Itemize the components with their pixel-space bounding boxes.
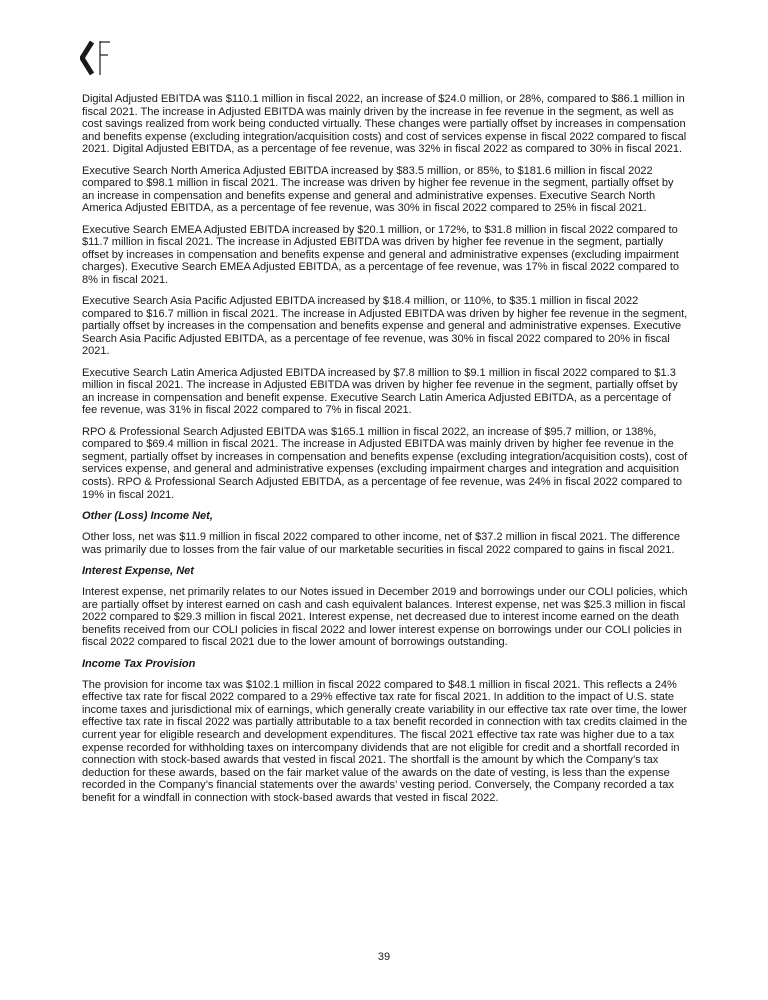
- paragraph-north-america: Executive Search North America Adjusted EBITDA increased by $83.5 million, or 85%, to $181.6 million in fiscal 2022 compared to $98.1 million in fiscal 2021. The increase was driven by higher fee revenue in the segment, partially offset by an increase in compensation and benefits expense and general and administrative expenses. Executive Search North America Adjusted EBITDA, as a percentage of fee revenue, was 30% in fiscal 2022 compared to 25% in fiscal 2021.: [82, 164, 674, 215]
- paragraph-rpo: RPO & Professional Search Adjusted EBITDA was $165.1 million in fiscal 2022, an increase of $95.7 million, or 138%, compared to $69.4 million in fiscal 2021. The increase in Adjusted EBITDA was mainly driven by higher fee revenue in the segment, partially offset by increases in compensation and benefits expense (excluding integration/acquisition costs), cost of services expense, and general and administrative expenses (excluding impairment charges and integration and acquisition costs). RPO & Professional Search Adjusted EBITDA, as a percentage of fee revenue, was 24% in fiscal 2022 compared to 19% in fiscal 2021.: [82, 425, 688, 501]
- paragraph-income-tax: The provision for income tax was $102.1 million in fiscal 2022 compared to $48.1 million in fiscal 2021. This reflects a 24% effective tax rate for fiscal 2022 compared to a 29% effective tax rate for fiscal 2021. In addition to the impact of U.S. state income taxes and jurisdictional mix of earnings, which generally create variability in our effective tax rate over time, the lower effective tax rate in fiscal 2022 was partially attributable to a tax benefit recorded in connection with tax credits claimed in the current year for eligible research and development expenditures. The fiscal 2021 effective tax rate was higher due to a tax expense recorded for withholding taxes on intercompany dividends that are not eligible for credit and a shortfall recorded in connection with stock-based awards that vested in fiscal 2021. The shortfall is the amount by which the Company’s tax deduction for these awards, based on the fair market value of the awards on the date of vesting, is less than the expense recorded in the Company’s financial statements over the awards’ vesting period. Conversely, the Company recorded a tax benefit for a windfall in connection with stock-based awards that vested in fiscal 2022.: [82, 678, 688, 805]
- kf-logo-icon: [80, 38, 120, 78]
- page-number: 39: [377, 951, 391, 963]
- paragraph-other-income: Other loss, net was $11.9 million in fiscal 2022 compared to other income, net of $37.2 million in fiscal 2021. The difference was primarily due to losses from the fair value of our marketable securities in fiscal 2022 compared to gains in fiscal 2021.: [82, 530, 681, 556]
- paragraph-latin-america: Executive Search Latin America Adjusted EBITDA increased by $7.8 million to $9.1 million in fiscal 2022 compared to $1.3 million in fiscal 2021. The increase in Adjusted EBITDA was driven by higher fee revenue in the segment, partially offset by an increase in compensation and benefit expense. Executive Search Latin America Adjusted EBITDA, as a percentage of fee revenue, was 31% in fiscal 2022 compared to 7% in fiscal 2021.: [82, 366, 678, 417]
- heading-interest-expense: Interest Expense, Net: [82, 564, 194, 577]
- paragraph-interest-expense: Interest expense, net primarily relates to our Notes issued in December 2019 and borrowings under our COLI policies, which are partially offset by interest earned on cash and cash equivalent balances. Interest expense, net was $25.3 million in fiscal 2022 compared to $29.3 million in fiscal 2021. Interest expense, net decreased due to interest income earned on the death benefits received from our COLI policies in fiscal 2022 and lower interest expense on borrowings under our COLI policies in fiscal 2022 compared to fiscal 2021 due to the lower amount of borrowings outstanding.: [82, 585, 688, 649]
- paragraph-digital: Digital Adjusted EBITDA was $110.1 million in fiscal 2022, an increase of $24.0 million, or 28%, compared to $86.1 million in fiscal 2021. The increase in Adjusted EBITDA was mainly driven by the increase in fee revenue in the segment, as well as cost savings realized from work being conducted virtually. These changes were partially offset by increases in compensation and benefits expense (excluding integration/acquisition costs) and cost of services expense in fiscal 2022 compared to fiscal 2021. Digital Adjusted EBITDA, as a percentage of fee revenue, was 32% in fiscal 2022 as compared to 30% in fiscal 2021.: [82, 93, 687, 156]
- document-body: [82, 93, 688, 813]
- paragraph-asia-pacific: Executive Search Asia Pacific Adjusted EBITDA increased by $18.4 million, or 110%, to $35.1 million in fiscal 2022 compared to $16.7 million in fiscal 2021. The increase in Adjusted EBITDA was driven by higher fee revenue in the segment, partially offset by increases in the compensation and benefits expense and general and administrative expenses. Executive Search Asia Pacific Adjusted EBITDA, as a percentage of fee revenue, was 30% in fiscal 2022 compared to 20% in fiscal 2021.: [82, 295, 688, 358]
- heading-other-income: Other (Loss) Income Net,: [82, 509, 213, 522]
- heading-income-tax: Income Tax Provision: [82, 657, 196, 670]
- paragraph-emea: Executive Search EMEA Adjusted EBITDA increased by $20.1 million, or 172%, to $31.8 million in fiscal 2022 compared to $11.7 million in fiscal 2021. The increase in Adjusted EBITDA was driven by higher fee revenue in the segment, partially offset by increases in compensation and benefits expense and general and administrative expenses (excluding impairment charges). Executive Search EMEA Adjusted EBITDA, as a percentage of fee revenue, was 17% in fiscal 2022 compared to 8% in fiscal 2021.: [82, 223, 680, 286]
